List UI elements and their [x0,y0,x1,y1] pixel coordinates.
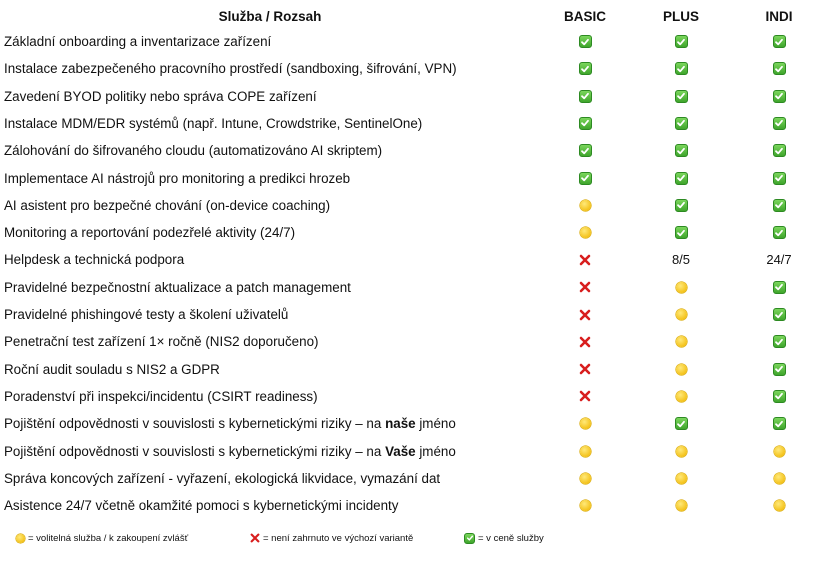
cell-value-text: 24/7 [766,252,792,268]
service-label-text: AI asistent pro bezpečné chování (on-device coaching) [4,197,331,213]
header-indi: INDI [765,8,793,24]
cell-basic [555,418,615,429]
legend-excluded-label: = není zahrnuto ve výchozí variantě [263,532,414,544]
service-label-suffix: jméno [415,416,456,432]
yellow-dot-icon [676,391,687,402]
cell-indi [749,172,809,185]
service-label-text: Zálohování do šifrovaného cloudu (automatizováno AI skriptem) [4,143,383,159]
cell-indi [749,144,809,157]
service-label-text: Pravidelné bezpečnostní aktualizace a patch management [4,279,351,295]
cell-indi [749,117,809,130]
yellow-dot-icon [580,227,591,238]
cell-indi [749,335,809,348]
service-label [4,34,271,49]
green-check-icon [675,199,688,212]
yellow-dot-icon [676,336,687,347]
cell-plus [651,446,711,457]
green-check-icon [773,90,786,103]
cell-indi [749,226,809,239]
service-label [4,334,318,349]
cell-indi [749,417,809,430]
cell-plus [651,62,711,75]
yellow-dot-icon [580,418,591,429]
table-row [0,192,831,219]
yellow-dot-icon [580,446,591,457]
service-label-text: Helpdesk a technická podpora [4,252,185,268]
service-label [4,498,398,513]
table-row [0,274,831,301]
green-check-icon [675,417,688,430]
cell-basic [555,363,615,375]
cell-plus [651,309,711,320]
cell-plus [651,282,711,293]
green-check-icon [675,117,688,130]
cell-indi [749,446,809,457]
cell-plus [651,500,711,511]
yellow-dot-icon [676,446,687,457]
table-row [0,356,831,383]
header-plus: PLUS [662,8,699,24]
green-check-icon [675,35,688,48]
service-label [4,143,382,158]
service-label-text: Asistence 24/7 včetně okamžité pomoci s kybernetickými incidenty [4,498,399,514]
green-check-icon [675,62,688,75]
yellow-dot-icon [774,500,785,511]
service-label-text: Monitoring a reportování podezřelé aktivity (24/7) [4,225,296,241]
cell-basic [555,473,615,484]
service-label-text: Instalace zabezpečeného pracovního prostředí (sandboxing, šifrování, VPN) [4,61,457,77]
cell-plus [651,391,711,402]
yellow-dot-icon [676,473,687,484]
yellow-dot-icon [676,309,687,320]
legend-excluded [250,529,413,547]
service-label [4,225,295,240]
green-check-icon [579,35,592,48]
cell-basic [555,62,615,75]
service-label [4,116,422,131]
yellow-dot-icon [774,446,785,457]
green-check-icon [773,62,786,75]
green-check-icon [464,533,475,544]
cell-plus [651,199,711,212]
table-row [0,438,831,465]
green-check-icon [579,144,592,157]
header-service: Služba / Rozsah [218,8,322,24]
cell-indi [749,308,809,321]
cell-basic [555,446,615,457]
red-cross-icon [579,336,591,348]
service-label-text: Poradenství při inspekci/incidentu (CSIRT readiness) [4,388,318,404]
service-label [4,307,288,322]
cell-basic [555,117,615,130]
cell-indi [749,62,809,75]
yellow-dot-icon [676,500,687,511]
cell-indi [749,252,809,267]
cell-plus [651,144,711,157]
legend-included-label: = v ceně služby [478,532,544,544]
cell-plus [651,473,711,484]
green-check-icon [675,226,688,239]
cell-plus [651,172,711,185]
green-check-icon [773,226,786,239]
cell-plus [651,90,711,103]
green-check-icon [773,281,786,294]
green-check-icon [579,172,592,185]
red-cross-icon [579,390,591,402]
cell-indi [749,390,809,403]
red-cross-icon [579,254,591,266]
cell-basic [555,227,615,238]
yellow-dot-icon [580,500,591,511]
cell-basic [555,200,615,211]
table-row [0,219,831,246]
yellow-dot-icon [676,364,687,375]
cell-basic [555,281,615,293]
service-label [4,171,350,186]
cell-plus [651,252,711,267]
cell-basic [555,90,615,103]
cell-indi [749,281,809,294]
yellow-dot-icon [16,534,25,543]
green-check-icon [675,90,688,103]
cell-indi [749,500,809,511]
service-label-emphasis: Vaše [385,443,416,459]
cell-plus [651,336,711,347]
table-row [0,55,831,82]
service-label-text: Správa koncových zařízení - vyřazení, ekologická likvidace, vymazání dat [4,470,441,486]
service-label [4,61,457,76]
cell-basic [555,336,615,348]
red-cross-icon [579,281,591,293]
cell-value-text: 8/5 [671,252,691,268]
red-cross-icon [579,363,591,375]
cell-indi [749,90,809,103]
table-row [0,328,831,355]
service-label [4,198,330,213]
green-check-icon [773,417,786,430]
service-label-suffix: jméno [415,443,456,459]
table-row [0,165,831,192]
cell-indi [749,363,809,376]
red-cross-icon [250,533,260,543]
legend-optional-label: = volitelná služba / k zakoupení zvlášť [28,532,189,544]
cell-basic [555,172,615,185]
green-check-icon [579,117,592,130]
service-label [4,252,184,267]
green-check-icon [773,172,786,185]
green-check-icon [773,117,786,130]
table-row [0,383,831,410]
service-label-text: Pojištění odpovědnosti v souvislosti s kybernetickými riziky – na [4,443,386,459]
yellow-dot-icon [676,282,687,293]
service-label-emphasis: naše [385,416,416,432]
service-label-text: Pojištění odpovědnosti v souvislosti s kybernetickými riziky – na [4,416,386,432]
cell-indi [749,473,809,484]
green-check-icon [773,335,786,348]
cell-indi [749,35,809,48]
cell-basic [555,254,615,266]
green-check-icon [675,144,688,157]
table-row [0,110,831,137]
table-row [0,301,831,328]
service-label [4,389,318,404]
table-row [0,28,831,55]
table-row [0,246,831,273]
service-label [4,471,440,486]
cell-basic [555,390,615,402]
green-check-icon [773,363,786,376]
service-label [4,362,220,377]
header-basic: BASIC [563,8,606,24]
service-label [4,444,456,459]
service-label [4,89,317,104]
green-check-icon [579,90,592,103]
cell-basic [555,309,615,321]
table-row [0,465,831,492]
cell-plus [651,226,711,239]
service-label-text: Roční audit souladu s NIS2 a GDPR [4,361,220,377]
green-check-icon [773,308,786,321]
service-label-text: Základní onboarding a inventarizace zařízení [4,34,272,49]
service-label [4,280,351,295]
cell-plus [651,364,711,375]
green-check-icon [675,172,688,185]
service-label-text: Penetrační test zařízení 1× ročně (NIS2 doporučeno) [4,334,319,350]
service-label-text: Implementace AI nástrojů pro monitoring a predikci hrozeb [4,170,351,186]
cell-indi [749,199,809,212]
green-check-icon [773,144,786,157]
table-row [0,83,831,110]
cell-basic [555,35,615,48]
yellow-dot-icon [580,200,591,211]
yellow-dot-icon [580,473,591,484]
red-cross-icon [579,309,591,321]
yellow-dot-icon [774,473,785,484]
green-check-icon [773,199,786,212]
cell-basic [555,144,615,157]
green-check-icon [773,390,786,403]
table-row [0,137,831,164]
service-label-text: Pravidelné phishingové testy a školení uživatelů [4,307,289,322]
cell-basic [555,500,615,511]
service-label [4,416,456,431]
cell-plus [651,117,711,130]
service-label-text: Zavedení BYOD politiky nebo správa COPE zařízení [4,88,317,104]
cell-plus [651,35,711,48]
green-check-icon [773,35,786,48]
service-label-text: Instalace MDM/EDR systémů (např. Intune, Crowdstrike, SentinelOne) [4,115,423,131]
legend-optional [16,529,188,547]
table-row [0,492,831,519]
green-check-icon [579,62,592,75]
table-row [0,410,831,437]
legend-included [464,529,544,547]
cell-plus [651,417,711,430]
